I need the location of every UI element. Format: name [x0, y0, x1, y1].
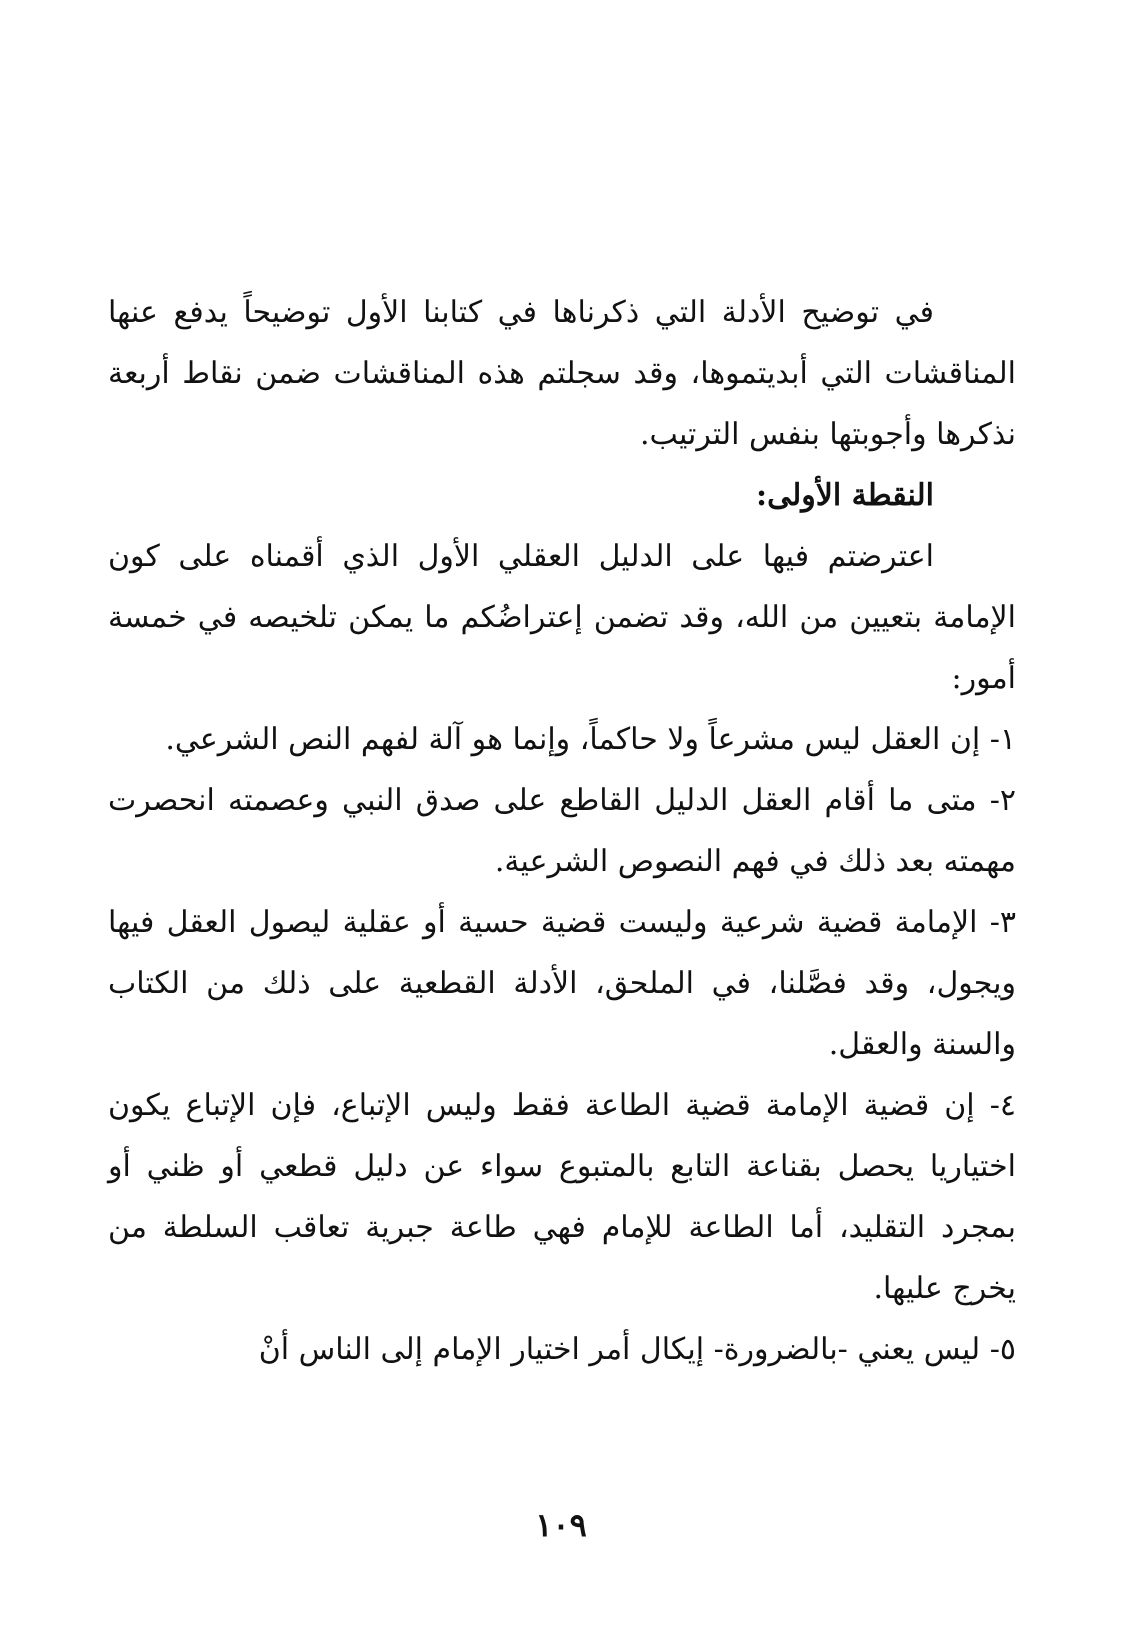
paragraph-intro: في توضيح الأدلة التي ذكرناها في كتابنا الأول توضيحاً يدفع عنها المناقشات التي أبديتموها، وقد سجلتم هذه المناقشات ضمن نقاط أربعة نذكرها وأجوبتها بنفس الترتيب. [108, 295, 1016, 452]
list-item-1: ١- إن العقل ليس مشرعاً ولا حاكماً، وإنما هو آلة لفهم النص الشرعي. [165, 722, 1016, 757]
page-number: ١٠٩ [535, 1506, 587, 1544]
body-text [108, 282, 1016, 1380]
list-item-3: ٣- الإمامة قضية شرعية وليست قضية حسية أو عقلية ليصول العقل فيها ويجول، وقد فصَّلنا، في الملحق، الأدلة القطعية على ذلك من الكتاب والسنة والعقل. [108, 905, 1016, 1062]
list-item-4: ٤- إن قضية الإمامة قضية الطاعة فقط وليس الإتباع، فإن الإتباع يكون اختياريا يحصل بقناعة التابع بالمتبوع سواء عن دليل قطعي أو ظني أو بمجرد التقليد، أما الطاعة للإمام فهي طاعة جبرية تعاقب السلطة من يخرج عليها. [108, 1088, 1016, 1306]
list-item-2: ٢- متى ما أقام العقل الدليل القاطع على صدق النبي وعصمته انحصرت مهمته بعد ذلك في فهم النصوص الشرعية. [108, 783, 1016, 879]
section-heading: النقطة الأولى: [756, 478, 934, 513]
list-item-5: ٥- ليس يعني -بالضرورة- إيكال أمر اختيار الإمام إلى الناس أنْ [258, 1332, 1016, 1367]
paragraph-objection: اعترضتم فيها على الدليل العقلي الأول الذي أقمناه على كون الإمامة بتعيين من الله، وقد تضمن إعتراضُكم ما يمكن تلخيصه في خمسة أمور: [108, 539, 1016, 696]
